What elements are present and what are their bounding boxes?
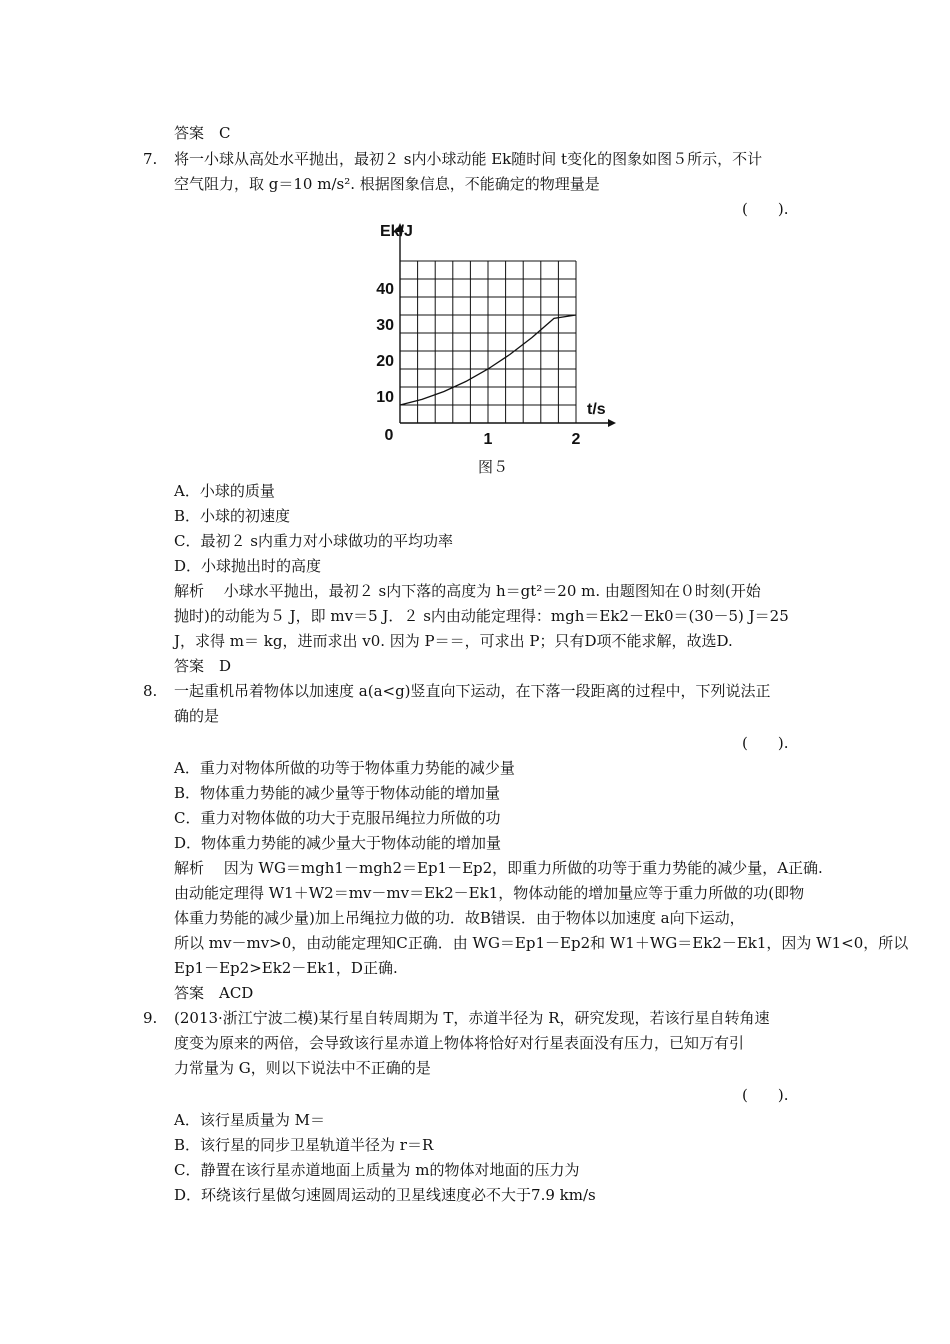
x-tick-label-0: 0: [384, 427, 394, 444]
q7-option-d: D．小球抛出时的高度: [174, 557, 322, 575]
q7-analysis-line2: 抛时)的动能为５ J，即 mv＝5 J．２ s内由动能定理得：mgh＝Ek2－Ek0＝(30－5) J＝25: [174, 607, 789, 625]
x-axis-label: t/s: [587, 401, 606, 418]
q7-ek-chart: [360, 220, 620, 450]
q8-stem-line2: 确的是: [174, 707, 220, 725]
x-tick-label-2: 2: [571, 431, 581, 448]
q9-number: 9.: [143, 1009, 158, 1027]
q7-option-b: B．小球的初速度: [174, 507, 291, 525]
q7-analysis-line3: J，求得 m＝ kg，进而求出 v0. 因为 P＝＝，可求出 P；只有D项不能求解，故选D.: [174, 632, 733, 650]
x-tick-label-1: 1: [483, 431, 493, 448]
q9-stem-line2: 度变为原来的两倍，会导致该行星赤道上物体将恰好对行星表面没有压力，已知万有引: [174, 1034, 745, 1052]
q7-analysis-line1: 解析 小球水平抛出，最初２ s内下落的高度为 h＝gt²＝20 m. 由题图知在０时刻(开始: [174, 582, 761, 600]
y-tick-label-10: 10: [376, 389, 394, 406]
q7-stem-line1: 将一小球从高处水平抛出，最初２ s内小球动能 Ek随时间 t变化的图象如图５所示，不计: [174, 150, 763, 168]
q7-number: 7.: [143, 150, 158, 168]
q8-option-c: C．重力对物体做的功大于克服吊绳拉力所做的功: [174, 809, 501, 827]
q7-option-a: A．小球的质量: [174, 482, 275, 500]
x-axis-arrow: [608, 419, 616, 427]
q8-answer-paren: ( ).: [742, 734, 789, 752]
q8-analysis-line4: 所以 mv－mv>0，由动能定理知C正确．由 WG＝Ep1－Ep2和 W1＋WG＝Ek2－Ek1，因为 W1<0，所以: [174, 934, 909, 952]
q9-stem-line3: 力常量为 G，则以下说法中不正确的是: [174, 1059, 431, 1077]
y-tick-label-20: 20: [376, 353, 394, 370]
q6-answer: 答案 C: [174, 124, 231, 142]
q8-option-a: A．重力对物体所做的功等于物体重力势能的减少量: [174, 759, 515, 777]
q9-option-d: D．环绕该行星做匀速圆周运动的卫星线速度必不大于7.9 km/s: [174, 1186, 596, 1204]
q7-answer-paren: ( ).: [742, 200, 789, 218]
q9-stem-line1: (2013·浙江宁波二模)某行星自转周期为 T，赤道半径为 R，研究发现，若该行星自转角速: [174, 1009, 770, 1027]
q9-answer-paren: ( ).: [742, 1086, 789, 1104]
q9-option-c: C．静置在该行星赤道地面上质量为 m的物体对地面的压力为: [174, 1161, 580, 1179]
q8-analysis-line5: Ep1－Ep2>Ek2－Ek1，D正确.: [174, 959, 398, 977]
q8-stem-line1: 一起重机吊着物体以加速度 a(a<g)竖直向下运动，在下落一段距离的过程中，下列说法正: [174, 682, 771, 700]
q8-analysis-line1: 解析 因为 WG＝mgh1－mgh2＝Ep1－Ep2，即重力所做的功等于重力势能的减少量，A正确.: [174, 859, 823, 877]
q9-option-a: A．该行星质量为 M＝: [174, 1111, 325, 1129]
q9-option-b: B．该行星的同步卫星轨道半径为 r＝R: [174, 1136, 434, 1154]
q7-figure-caption: 图５: [478, 458, 509, 476]
y-axis-label: Ek/J: [380, 223, 413, 240]
chart-grid: [400, 261, 576, 423]
q7-option-c: C．最初２ s内重力对小球做功的平均功率: [174, 532, 453, 550]
q7-stem-line2: 空气阻力，取 g＝10 m/s². 根据图象信息，不能确定的物理量是: [174, 175, 600, 193]
q8-analysis-line3: 体重力势能的减少量)加上吊绳拉力做的功．故B错误．由于物体以加速度 a向下运动，: [174, 909, 745, 927]
q8-analysis-line2: 由动能定理得 W1＋W2＝mv－mv＝Ek2－Ek1，物体动能的增加量应等于重力所做的功(即物: [174, 884, 805, 902]
y-tick-label-40: 40: [376, 281, 394, 298]
q8-option-d: D．物体重力势能的减少量大于物体动能的增加量: [174, 834, 502, 852]
q8-number: 8.: [143, 682, 158, 700]
q7-answer: 答案 D: [174, 657, 232, 675]
y-tick-label-30: 30: [376, 317, 394, 334]
q8-option-b: B．物体重力势能的减少量等于物体动能的增加量: [174, 784, 501, 802]
q8-answer: 答案 ACD: [174, 984, 254, 1002]
